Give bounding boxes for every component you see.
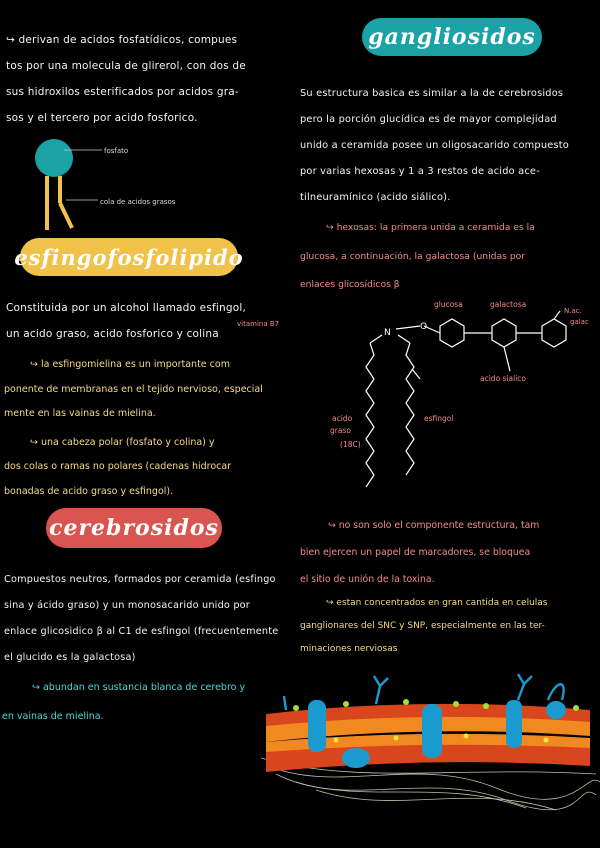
ganglio-bullet-line: ↪ no son solo el componente estructura, tam	[328, 520, 540, 531]
nac-label: N.ac.	[564, 307, 582, 315]
cerebro-line: el glucido es la galactosa)	[4, 652, 136, 663]
ganglio-bullets-2	[300, 592, 598, 661]
intro-text	[6, 27, 296, 131]
esfingo-bullet-line: bonadas de acido graso y esfingol).	[4, 485, 174, 497]
esfingo-bullets	[4, 353, 296, 504]
hexosas-line: enlaces glicosídicos β	[300, 279, 400, 290]
hexosas-line: glucosa, a continuación, la galactosa (unidas por	[300, 250, 526, 262]
ganglio-title: gangliosidos	[368, 24, 536, 50]
esfingo-bullet-line: dos colas o ramas no polares (cadenas hidrocar	[4, 461, 232, 472]
ganglio-bullets	[300, 512, 598, 593]
esfingo-title: esfingofosfolipido	[14, 244, 244, 270]
ganglio-bullet-line: ↪ estan concentrados en gran cantida en celulas	[326, 598, 548, 608]
cell-membrane-illustration	[256, 670, 600, 820]
intro-line: sos y el tercero por acido fosforico.	[6, 112, 198, 124]
ganglio-line: por varias hexosas y 1 a 3 restos de acido ace-	[300, 166, 540, 177]
ganglio-text	[300, 81, 598, 211]
esfingo-title-badge	[14, 238, 244, 276]
ganglio-bullet-line: el sitio de unión de la toxina.	[300, 574, 435, 585]
ganglio-bullet-line: ganglionares del SNC y SNP, especialmente en las ter-	[300, 621, 545, 631]
ganglio-bullet-line: minaciones nerviosas	[300, 644, 398, 654]
esfingol-label: esfingol	[424, 414, 454, 423]
cerebro-title-badge	[46, 508, 222, 548]
hexosas-text	[300, 216, 598, 298]
ganglio-line: unido a ceramida posee un oligosacarido compuesto	[300, 140, 569, 151]
cerebro-title: cerebrosidos	[49, 515, 219, 541]
galac-label: galac	[570, 318, 589, 326]
phospholipid-diagram	[30, 138, 220, 238]
intro-line: ↪ derivan de acidos fosfatídicos, compues	[6, 34, 238, 46]
acido-graso-label-2: graso	[330, 426, 351, 435]
ganglio-title-badge	[362, 18, 542, 56]
intro-line: sus hidroxilos esterificados por acidos gra-	[6, 86, 239, 98]
cerebro-line: enlace glicosidico β al C1 de esfingol (frecuentemente	[4, 626, 279, 637]
acido-sialico-label: acido sialico	[480, 374, 527, 383]
ganglioside-structure	[320, 293, 598, 498]
ganglio-line: pero la porción glucídica es de mayor complejidad	[300, 114, 557, 125]
ganglio-line: tilneuramínico (acido siálico).	[300, 192, 451, 203]
cerebro-bullet-line: en vainas de mielina.	[2, 710, 104, 722]
cerebro-line: Compuestos neutros, formados por ceramida (esfingo	[4, 574, 276, 585]
esfingo-bullet-line: mente en las vainas de mielina.	[4, 408, 156, 419]
esfingo-bullet-line: ↪ la esfingomielina es un importante com	[30, 359, 230, 370]
cerebro-bullet-line: ↪ abundan en sustancia blanca de cerebro y	[32, 682, 246, 693]
esfingo-bullet-line: ponente de membranas en el tejido nervioso, especial	[4, 383, 263, 395]
n-atom: N	[384, 328, 391, 338]
hexosas-line: ↪ hexosas: la primera unida a ceramida es la	[326, 222, 535, 233]
cerebro-line: sina y ácido graso) y un monosacarido unido por	[4, 600, 250, 611]
cerebro-text	[4, 567, 298, 671]
galactosa-label: galactosa	[490, 300, 527, 309]
esfingo-line: Constituida por un alcohol llamado esfingol,	[6, 302, 247, 314]
ganglio-bullet-line: bien ejercen un papel de marcadores, se bloquea	[300, 547, 531, 558]
tail-label: cola de acidos grasos	[100, 198, 176, 206]
c18-label: (18C)	[340, 440, 361, 449]
ganglio-line: Su estructura basica es similar a la de cerebrosidos	[300, 88, 564, 99]
vitamin-note: vitamina B7	[237, 320, 280, 328]
head-label: fosfato	[104, 147, 129, 155]
o-atom: O	[420, 322, 428, 332]
glucosa-label: glucosa	[434, 300, 463, 309]
esfingo-line: un acido graso, acido fosforico y colina	[6, 328, 219, 340]
intro-line: tos por una molecula de glirerol, con dos de	[6, 60, 246, 72]
cerebro-bullet	[2, 676, 298, 729]
acido-graso-label: acido	[332, 414, 353, 423]
esfingo-bullet-line: ↪ una cabeza polar (fosfato y colina) y	[30, 436, 215, 448]
